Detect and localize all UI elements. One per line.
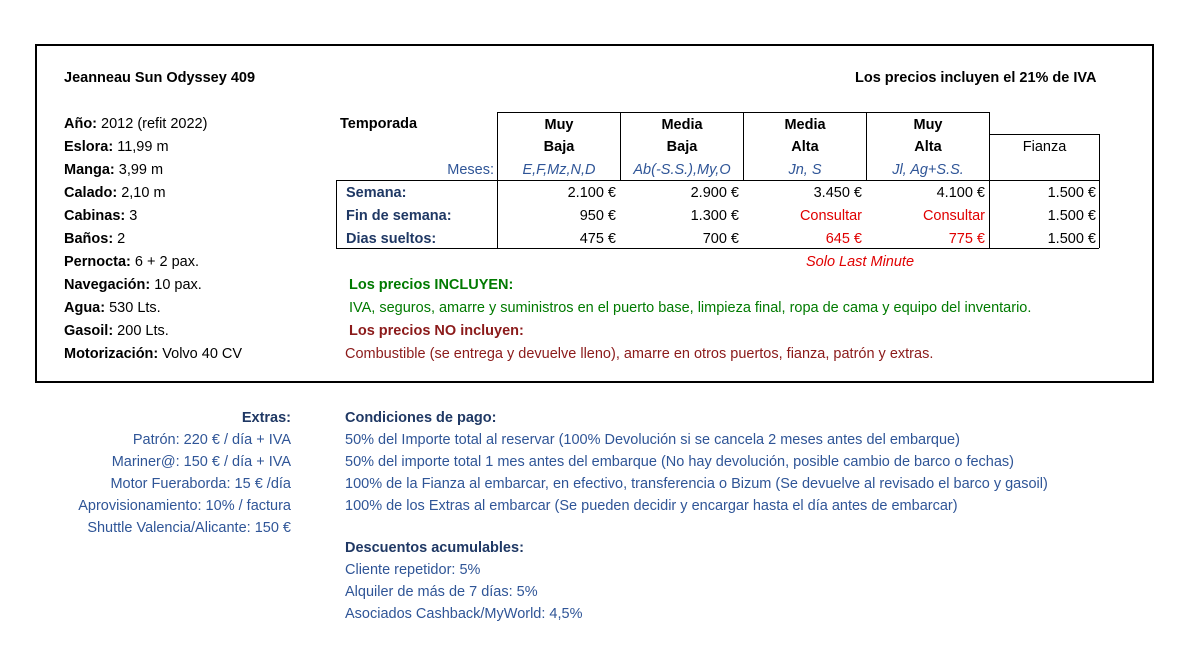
row-days-label: Dias sueltos:: [346, 231, 437, 247]
row-week-value-4: 4.100 €: [936, 185, 985, 201]
extras-item: Motor Fueraborda: 15 € /día: [110, 476, 291, 492]
table-line: [989, 112, 990, 248]
extras-title: Extras:: [241, 410, 291, 426]
spec-water: Agua: 530 Lts.: [64, 300, 161, 316]
row-week-value-3: 3.450 €: [813, 185, 862, 201]
season-3-line2: Alta: [791, 139, 819, 155]
payment-item: 100% de la Fianza al embarcar, en efectivo, transferencia o Bizum (Se devuelve al revisado el barco y gasoil): [345, 476, 1048, 492]
row-days-value-4: 775 €: [948, 231, 985, 247]
discount-item: Cliente repetidor: 5%: [345, 562, 481, 578]
row-week-value-2: 2.900 €: [690, 185, 739, 201]
last-minute-note: Solo Last Minute: [806, 254, 915, 270]
extras-item: Patrón: 220 € / día + IVA: [132, 432, 291, 448]
spec-draft: Calado: 2,10 m: [64, 185, 166, 201]
extras-item: Aprovisionamiento: 10% / factura: [78, 498, 291, 514]
spec-navigation: Navegación: 10 pax.: [64, 277, 202, 293]
table-line: [1099, 134, 1100, 248]
table-line: [336, 180, 1099, 181]
season-label: Temporada: [340, 116, 418, 132]
includes-title: Los precios INCLUYEN:: [349, 277, 514, 293]
season-3-line1: Media: [784, 117, 826, 133]
season-2-line2: Baja: [666, 139, 698, 155]
row-weekend-deposit: 1.500 €: [1047, 208, 1096, 224]
table-line: [989, 134, 1099, 135]
boat-name: Jeanneau Sun Odyssey 409: [64, 70, 256, 86]
vat-note: Los precios incluyen el 21% de IVA: [855, 70, 1097, 86]
row-days-value-2: 700 €: [702, 231, 739, 247]
row-weekend-value-3: Consultar: [799, 208, 862, 224]
season-4-months: Jl, Ag+S.S.: [892, 162, 964, 178]
payment-item: 100% de los Extras al embarcar (Se pueden decidir y encargar hasta el día antes de embarcar): [345, 498, 958, 514]
spec-year: Año: 2012 (refit 2022): [64, 116, 208, 132]
excludes-title: Los precios NO incluyen:: [349, 323, 524, 339]
spec-length: Eslora: 11,99 m: [64, 139, 169, 155]
spec-bathrooms: Baños: 2: [64, 231, 126, 247]
deposit-label: Fianza: [1022, 139, 1067, 155]
discount-item: Asociados Cashback/MyWorld: 4,5%: [345, 606, 583, 622]
discounts-title: Descuentos acumulables:: [345, 540, 524, 556]
row-week-deposit: 1.500 €: [1047, 185, 1096, 201]
row-weekend-value-2: 1.300 €: [690, 208, 739, 224]
excludes-text: Combustible (se entrega y devuelve lleno), amarre en otros puertos, fianza, patrón y extras.: [345, 346, 934, 362]
row-weekend-label: Fin de semana:: [346, 208, 452, 224]
payment-item: 50% del importe total 1 mes antes del embarque (No hay devolución, posible cambio de barco o fechas): [345, 454, 1014, 470]
row-weekend-value-4: Consultar: [922, 208, 985, 224]
table-line: [336, 180, 337, 248]
spec-diesel: Gasoil: 200 Lts.: [64, 323, 169, 339]
row-week-label: Semana:: [346, 185, 407, 201]
payment-title: Condiciones de pago:: [345, 410, 497, 426]
season-1-months: E,F,Mz,N,D: [522, 162, 596, 178]
spec-overnight: Pernocta: 6 + 2 pax.: [64, 254, 200, 270]
season-2-line1: Media: [661, 117, 703, 133]
row-days-deposit: 1.500 €: [1047, 231, 1096, 247]
row-week-value-1: 2.100 €: [567, 185, 616, 201]
extras-item: Shuttle Valencia/Alicante: 150 €: [87, 520, 291, 536]
spec-engine: Motorización: Volvo 40 CV: [64, 346, 243, 362]
payment-item: 50% del Importe total al reservar (100% Devolución si se cancela 2 meses antes del embarque): [345, 432, 960, 448]
includes-text: IVA, seguros, amarre y suministros en el puerto base, limpieza final, ropa de cama y equipo del inventario.: [349, 300, 1032, 316]
table-line: [336, 248, 1099, 249]
months-label: Meses:: [447, 162, 494, 178]
spec-beam: Manga: 3,99 m: [64, 162, 164, 178]
spec-cabins: Cabinas: 3: [64, 208, 138, 224]
extras-item: Mariner@: 150 € / día + IVA: [111, 454, 291, 470]
season-1-line2: Baja: [543, 139, 575, 155]
season-1-line1: Muy: [544, 117, 574, 133]
season-3-months: Jn, S: [788, 162, 822, 178]
row-days-value-3: 645 €: [825, 231, 862, 247]
season-4-line1: Muy: [913, 117, 943, 133]
season-2-months: Ab(-S.S.),My,O: [633, 162, 731, 178]
row-days-value-1: 475 €: [579, 231, 616, 247]
discount-item: Alquiler de más de 7 días: 5%: [345, 584, 538, 600]
season-4-line2: Alta: [914, 139, 942, 155]
row-weekend-value-1: 950 €: [579, 208, 616, 224]
